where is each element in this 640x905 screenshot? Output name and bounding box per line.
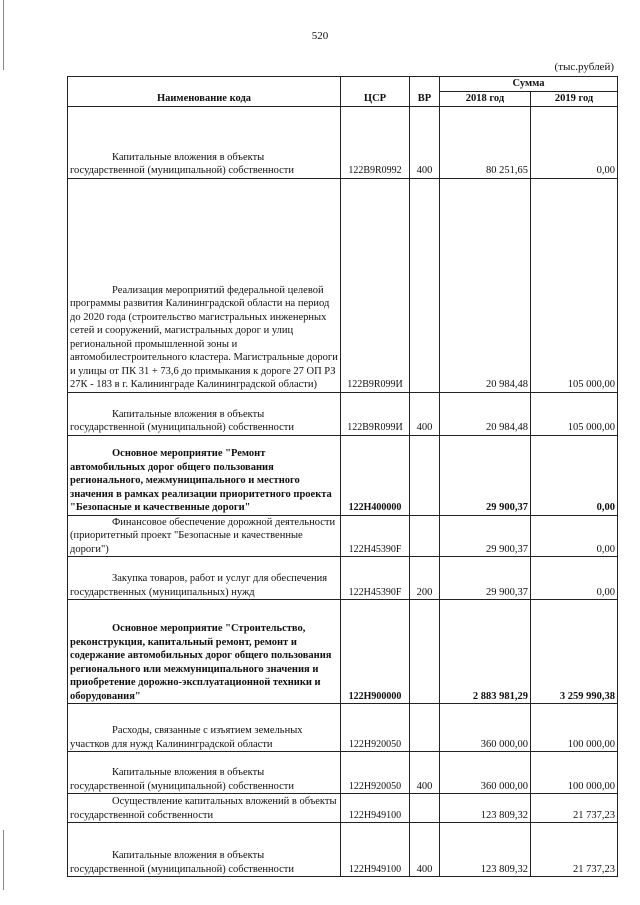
row-name-text: Капитальные вложения в объекты государственной (муниципальной) собственности [70, 408, 295, 433]
cell-vr: 400 [410, 392, 440, 435]
header-2019: 2019 год [531, 91, 618, 106]
cell-2019: 0,00 [531, 515, 618, 557]
table-row [68, 794, 618, 823]
cell-2019: 105 000,00 [531, 392, 618, 435]
cell-name [68, 435, 341, 515]
cell-2019: 21 737,23 [531, 823, 618, 877]
cell-2018: 80 251,65 [440, 106, 531, 178]
cell-2018: 123 809,32 [440, 794, 531, 823]
cell-2018: 2 883 981,29 [440, 600, 531, 704]
cell-2019: 21 737,23 [531, 794, 618, 823]
cell-name [68, 600, 341, 704]
cell-vr [410, 435, 440, 515]
cell-name [68, 704, 341, 752]
cell-2019: 100 000,00 [531, 704, 618, 752]
cell-vr [410, 600, 440, 704]
table-row [68, 823, 618, 877]
table-row [68, 435, 618, 515]
cell-name [68, 752, 341, 794]
cell-name [68, 392, 341, 435]
row-name-text: Основное мероприятие "Ремонт автомобильных дорог общего пользования регионального, межмуниципального и местного значения в рамках реализации приоритетного проекта "Безопасные и качественные дороги" [70, 448, 332, 513]
table-body [68, 106, 618, 877]
cell-2019: 3 259 990,38 [531, 600, 618, 704]
cell-csr: 122Н45390F [341, 515, 410, 557]
units-label: (тыс.рублей) [554, 61, 614, 73]
row-name-text: Реализация мероприятий федеральной целевой программы развития Калининградской области на период до 2020 года (строительство магистральных инженерных сетей и сооружений, магистральных дорог и улиц региональной промышленной зоны и автомобилестроительного кластера. Магистральные дороги и улицы от ПК 31 + 73,6 до примыкания к дороге 27 ОП РЗ 27К - 183 в г. Калининграде Калининградской области) [70, 284, 338, 390]
cell-name [68, 794, 341, 823]
cell-vr: 400 [410, 752, 440, 794]
row-name-text: Капитальные вложения в объекты государственной (муниципальной) собственности [70, 767, 295, 792]
table-row [68, 392, 618, 435]
cell-csr: 122Н900000 [341, 600, 410, 704]
cell-csr: 122В9R0992 [341, 106, 410, 178]
cell-name [68, 106, 341, 178]
cell-2018: 123 809,32 [440, 823, 531, 877]
cell-vr: 200 [410, 557, 440, 600]
header-sum: Сумма [440, 77, 618, 92]
cell-name [68, 823, 341, 877]
row-name-text: Осуществление капитальных вложений в объекты государственной собственности [70, 796, 337, 821]
cell-vr [410, 515, 440, 557]
cell-csr: 122Н920050 [341, 704, 410, 752]
cell-name [68, 178, 341, 392]
cell-vr: 400 [410, 823, 440, 877]
cell-csr: 122Н400000 [341, 435, 410, 515]
cell-2018: 29 900,37 [440, 435, 531, 515]
table-row [68, 106, 618, 178]
row-name-text: Капитальные вложения в объекты государственной (муниципальной) собственности [70, 850, 295, 875]
cell-vr: 400 [410, 106, 440, 178]
cell-2019: 0,00 [531, 106, 618, 178]
cell-vr [410, 704, 440, 752]
header-2018: 2018 год [440, 91, 531, 106]
cell-name [68, 557, 341, 600]
cell-2018: 20 984,48 [440, 392, 531, 435]
row-name-text: Расходы, связанные с изъятием земельных участков для нужд Калининградской области [70, 725, 303, 750]
table-row [68, 178, 618, 392]
budget-table [67, 76, 618, 877]
row-name-text: Финансовое обеспечение дорожной деятельности (приоритетный проект "Безопасные и качественные дороги") [70, 516, 336, 555]
cell-2019: 100 000,00 [531, 752, 618, 794]
cell-csr: 122В9R099И [341, 178, 410, 392]
cell-2019: 0,00 [531, 557, 618, 600]
cell-csr: 122Н45390F [341, 557, 410, 600]
row-name-text: Закупка товаров, работ и услуг для обеспечения государственных (муниципальных) нужд [70, 573, 328, 598]
header-csr: ЦСР [341, 77, 410, 107]
cell-2019: 0,00 [531, 435, 618, 515]
cell-2018: 360 000,00 [440, 704, 531, 752]
table-row [68, 557, 618, 600]
table-row [68, 600, 618, 704]
table-row [68, 515, 618, 557]
cell-name [68, 515, 341, 557]
cell-2018: 360 000,00 [440, 752, 531, 794]
table-row [68, 704, 618, 752]
cell-vr [410, 178, 440, 392]
scan-edge-mark [3, 830, 4, 890]
header-name: Наименование кода [68, 77, 341, 107]
cell-csr: 122Н920050 [341, 752, 410, 794]
table-header-row [68, 77, 618, 92]
cell-2019: 105 000,00 [531, 178, 618, 392]
page-number: 520 [311, 30, 329, 42]
row-name-text: Капитальные вложения в объекты государственной (муниципальной) собственности [70, 151, 295, 176]
header-vr: ВР [410, 77, 440, 107]
row-name-text: Основное мероприятие "Строительство, реконструкция, капитальный ремонт, ремонт и содержание автомобильных дорог общего пользования регионального или межмуниципального значения и приобретение дорожно-эксплуатационной техники и оборудования" [70, 623, 332, 702]
cell-csr: 122В9R099И [341, 392, 410, 435]
cell-csr: 122Н949100 [341, 794, 410, 823]
cell-vr [410, 794, 440, 823]
table-row [68, 752, 618, 794]
cell-2018: 20 984,48 [440, 178, 531, 392]
cell-csr: 122Н949100 [341, 823, 410, 877]
cell-2018: 29 900,37 [440, 557, 531, 600]
cell-2018: 29 900,37 [440, 515, 531, 557]
